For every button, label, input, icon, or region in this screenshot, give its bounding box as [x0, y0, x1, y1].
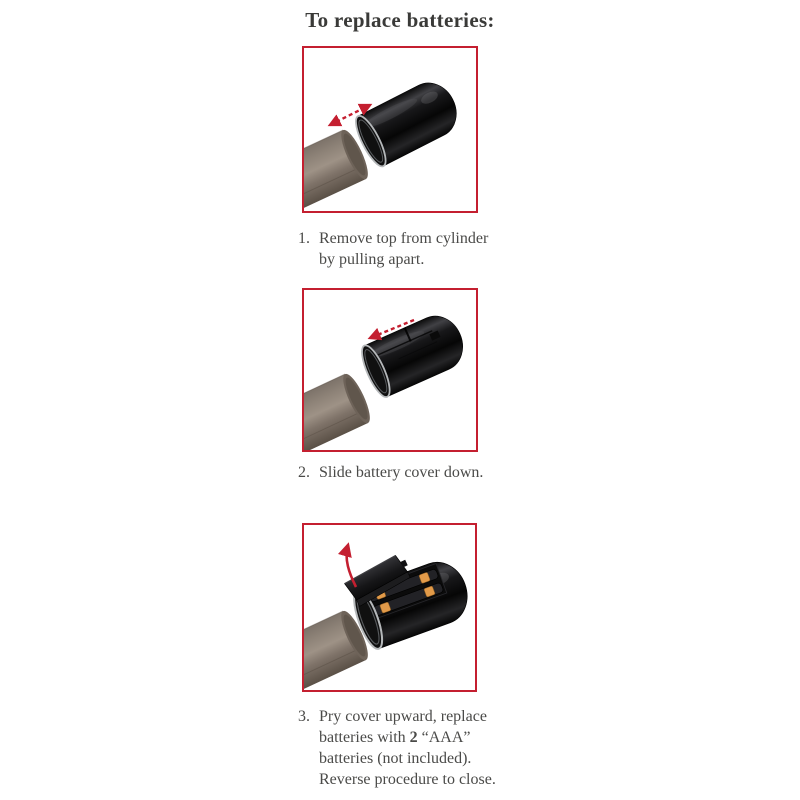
figure-step-1: [302, 46, 478, 213]
black-cap: [350, 74, 465, 170]
step-2-text-line-1: Slide battery cover down.: [319, 464, 484, 481]
step-2-caption: [298, 462, 483, 483]
step-3-line-2-pre: batteries with: [319, 729, 410, 746]
page-title: To replace batteries:: [305, 8, 495, 32]
step-3-illustration: [304, 525, 475, 690]
step-1-illustration: [304, 48, 476, 211]
step-1-text-line-1: Remove top from cylinder: [319, 230, 489, 247]
step-2-illustration: [304, 290, 476, 450]
step-3-text-line-3: batteries (not included).: [319, 750, 472, 767]
step-1-number: 1.: [298, 230, 310, 247]
step-1-caption: [298, 228, 488, 270]
step-3-number: 3.: [298, 708, 310, 725]
step-3-line-2-post: “AAA”: [417, 729, 471, 746]
step-3-caption: [298, 706, 496, 790]
black-cap-with-cover-seam: [357, 308, 472, 400]
step-3-line-2-bold-count: 2: [409, 729, 418, 746]
taupe-cylinder: [304, 371, 375, 450]
figure-step-3: [302, 523, 477, 692]
step-1-text-line-2: by pulling apart.: [319, 251, 425, 268]
black-cap-open-with-batteries: [348, 555, 475, 652]
step-3-text-line-4: Reverse procedure to close.: [319, 771, 496, 788]
step-2-number: 2.: [298, 464, 310, 481]
step-3-text-line-2: [319, 727, 496, 748]
step-3-text-line-1: Pry cover upward, replace: [319, 708, 487, 725]
figure-step-2: [302, 288, 478, 452]
